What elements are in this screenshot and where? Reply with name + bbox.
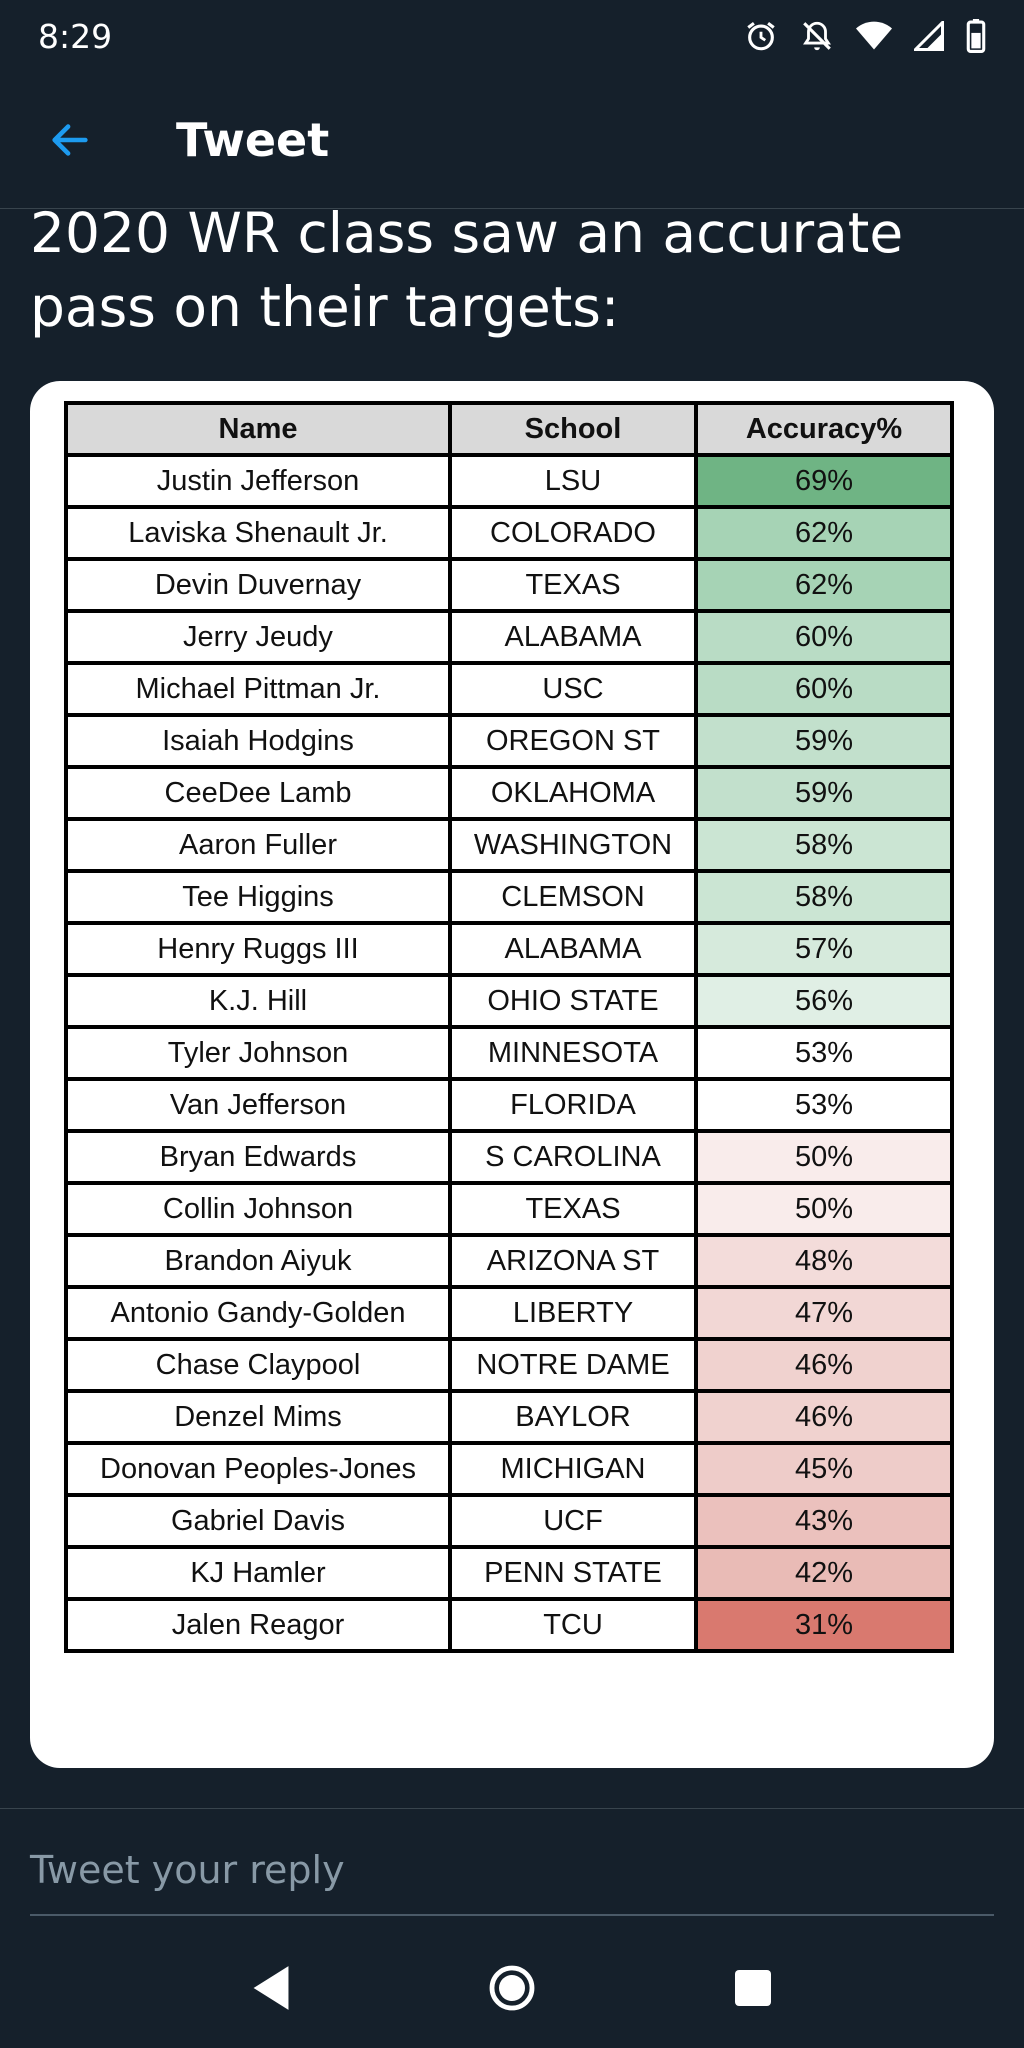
accuracy-cell: 31%	[696, 1599, 952, 1651]
accuracy-cell: 50%	[696, 1183, 952, 1235]
accuracy-cell: 59%	[696, 715, 952, 767]
nav-back-icon	[249, 1964, 293, 2012]
nav-recents-button[interactable]	[708, 1943, 798, 2033]
table-row	[66, 1495, 952, 1547]
school-cell: LSU	[450, 455, 696, 507]
reply-divider	[0, 1808, 1024, 1809]
accuracy-cell: 60%	[696, 611, 952, 663]
school-cell: ALABAMA	[450, 923, 696, 975]
table-row	[66, 715, 952, 767]
player-name-cell: Antonio Gandy-Golden	[66, 1287, 450, 1339]
column-header-name: Name	[66, 403, 450, 455]
table-row	[66, 1599, 952, 1651]
player-name-cell: Isaiah Hodgins	[66, 715, 450, 767]
alarm-icon	[744, 19, 778, 53]
table-row	[66, 663, 952, 715]
table-row	[66, 1131, 952, 1183]
accuracy-cell: 43%	[696, 1495, 952, 1547]
school-cell: OKLAHOMA	[450, 767, 696, 819]
table-row	[66, 975, 952, 1027]
school-cell: NOTRE DAME	[450, 1339, 696, 1391]
player-name-cell: K.J. Hill	[66, 975, 450, 1027]
accuracy-cell: 46%	[696, 1391, 952, 1443]
accuracy-cell: 62%	[696, 507, 952, 559]
school-cell: TEXAS	[450, 1183, 696, 1235]
school-cell: MICHIGAN	[450, 1443, 696, 1495]
player-name-cell: KJ Hamler	[66, 1547, 450, 1599]
player-name-cell: Aaron Fuller	[66, 819, 450, 871]
player-name-cell: Jalen Reagor	[66, 1599, 450, 1651]
player-name-cell: Gabriel Davis	[66, 1495, 450, 1547]
school-cell: ARIZONA ST	[450, 1235, 696, 1287]
school-cell: S CAROLINA	[450, 1131, 696, 1183]
accuracy-cell: 69%	[696, 455, 952, 507]
table-row	[66, 923, 952, 975]
school-cell: BAYLOR	[450, 1391, 696, 1443]
school-cell: FLORIDA	[450, 1079, 696, 1131]
school-cell: ALABAMA	[450, 611, 696, 663]
player-name-cell: Van Jefferson	[66, 1079, 450, 1131]
nav-back-button[interactable]	[226, 1943, 316, 2033]
table-row	[66, 1027, 952, 1079]
player-name-cell: Henry Ruggs III	[66, 923, 450, 975]
table-row	[66, 1287, 952, 1339]
wr-accuracy-table	[64, 401, 954, 1653]
school-cell: TEXAS	[450, 559, 696, 611]
table-row	[66, 507, 952, 559]
app-bar	[0, 72, 1024, 209]
table-row	[66, 1079, 952, 1131]
notifications-off-icon	[800, 19, 834, 53]
accuracy-cell: 60%	[696, 663, 952, 715]
accuracy-cell: 46%	[696, 1339, 952, 1391]
school-cell: USC	[450, 663, 696, 715]
table-row	[66, 1547, 952, 1599]
player-name-cell: Chase Claypool	[66, 1339, 450, 1391]
school-cell: OREGON ST	[450, 715, 696, 767]
player-name-cell: Tee Higgins	[66, 871, 450, 923]
accuracy-cell: 53%	[696, 1027, 952, 1079]
table-body	[66, 455, 952, 1651]
accuracy-cell: 58%	[696, 871, 952, 923]
player-name-cell: Jerry Jeudy	[66, 611, 450, 663]
table-row	[66, 1235, 952, 1287]
player-name-cell: Laviska Shenault Jr.	[66, 507, 450, 559]
system-nav-bar	[0, 1928, 1024, 2048]
battery-icon	[966, 19, 986, 53]
school-cell: UCF	[450, 1495, 696, 1547]
nav-recents-icon	[733, 1968, 773, 2008]
reply-input[interactable]: Tweet your reply	[30, 1840, 994, 1916]
player-name-cell: Tyler Johnson	[66, 1027, 450, 1079]
table-row	[66, 455, 952, 507]
status-time: 8:29	[38, 16, 113, 56]
table-row	[66, 871, 952, 923]
school-cell: LIBERTY	[450, 1287, 696, 1339]
accuracy-cell: 47%	[696, 1287, 952, 1339]
player-name-cell: Denzel Mims	[66, 1391, 450, 1443]
accuracy-cell: 42%	[696, 1547, 952, 1599]
school-cell: WASHINGTON	[450, 819, 696, 871]
page-title: Tweet	[176, 113, 330, 167]
school-cell: OHIO STATE	[450, 975, 696, 1027]
school-cell: CLEMSON	[450, 871, 696, 923]
player-name-cell: Brandon Aiyuk	[66, 1235, 450, 1287]
table-row	[66, 1391, 952, 1443]
nav-home-button[interactable]	[467, 1943, 557, 2033]
player-name-cell: Collin Johnson	[66, 1183, 450, 1235]
table-header-row	[66, 403, 952, 455]
table-row	[66, 819, 952, 871]
accuracy-cell: 53%	[696, 1079, 952, 1131]
column-header-school: School	[450, 403, 696, 455]
table-row	[66, 1183, 952, 1235]
player-name-cell: Justin Jefferson	[66, 455, 450, 507]
school-cell: MINNESOTA	[450, 1027, 696, 1079]
status-icons	[744, 19, 986, 53]
school-cell: COLORADO	[450, 507, 696, 559]
accuracy-cell: 57%	[696, 923, 952, 975]
player-name-cell: Devin Duvernay	[66, 559, 450, 611]
player-name-cell: CeeDee Lamb	[66, 767, 450, 819]
player-name-cell: Bryan Edwards	[66, 1131, 450, 1183]
signal-icon	[914, 21, 944, 51]
wifi-icon	[856, 21, 892, 51]
accuracy-cell: 59%	[696, 767, 952, 819]
table-row	[66, 767, 952, 819]
school-cell: TCU	[450, 1599, 696, 1651]
tweet-text: 2020 WR class saw an accurate pass on their targets:	[30, 201, 904, 339]
table-row	[66, 1339, 952, 1391]
nav-home-icon	[488, 1964, 536, 2012]
accuracy-cell: 62%	[696, 559, 952, 611]
player-name-cell: Michael Pittman Jr.	[66, 663, 450, 715]
player-name-cell: Donovan Peoples-Jones	[66, 1443, 450, 1495]
status-bar	[0, 0, 1024, 72]
accuracy-cell: 45%	[696, 1443, 952, 1495]
column-header-accuracy: Accuracy%	[696, 403, 952, 455]
accuracy-cell: 48%	[696, 1235, 952, 1287]
arrow-left-icon	[47, 117, 93, 163]
back-button[interactable]	[34, 104, 106, 176]
accuracy-cell: 56%	[696, 975, 952, 1027]
accuracy-cell: 50%	[696, 1131, 952, 1183]
table-row	[66, 1443, 952, 1495]
school-cell: PENN STATE	[450, 1547, 696, 1599]
table-row	[66, 611, 952, 663]
table-row	[66, 559, 952, 611]
accuracy-cell: 58%	[696, 819, 952, 871]
tweet-media-image[interactable]	[30, 381, 994, 1768]
